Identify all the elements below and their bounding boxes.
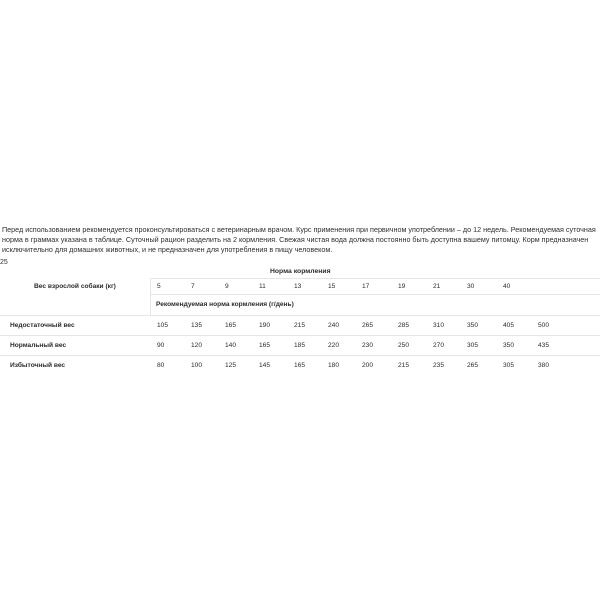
table-cell: 350: [467, 322, 479, 329]
feeding-table: [0, 265, 600, 377]
table-cell: 305: [503, 362, 515, 369]
row-label: Недостаточный вес: [10, 322, 75, 329]
header-divider: [150, 278, 151, 315]
table-cell: 230: [362, 342, 374, 349]
table-cell: 265: [362, 322, 374, 329]
weight-cell: 9: [225, 283, 229, 290]
weights-rule: [150, 294, 600, 295]
table-cell: 250: [398, 342, 410, 349]
weight-cell: 15: [328, 283, 336, 290]
table-cell: 140: [225, 342, 237, 349]
header-rule: [150, 278, 600, 279]
table-cell: 120: [191, 342, 203, 349]
table-cell: 220: [328, 342, 340, 349]
row-label: Избыточный вес: [10, 362, 66, 369]
row-rule: [0, 355, 600, 356]
table-cell: 185: [294, 342, 306, 349]
table-cell: 405: [503, 322, 515, 329]
table-cell: 310: [433, 322, 445, 329]
table-cell: 215: [294, 322, 306, 329]
table-cell: 125: [225, 362, 237, 369]
table-cell: 285: [398, 322, 410, 329]
weight-cell: 30: [467, 283, 475, 290]
weight-cell: 19: [398, 283, 406, 290]
table-cell: 165: [259, 342, 271, 349]
stray-number: 25: [0, 259, 8, 266]
weight-header: Вес взрослой собаки (кг): [34, 283, 116, 290]
table-title: Норма кормления: [270, 268, 331, 275]
table-cell: 500: [538, 322, 550, 329]
weight-cell: 21: [433, 283, 441, 290]
table-cell: 270: [433, 342, 445, 349]
table-cell: 265: [467, 362, 479, 369]
weight-cell: 5: [157, 283, 161, 290]
intro-paragraph: Перед использованием рекомендуется проконсультироваться с ветеринарным врачом. Курс применения при первичном употреблении – до 12 недель. Рекомендуемая суточная норма в граммах указана в таблице. Суточный рацион разделить на 2 кормления. Свежая чистая вода должна постоянно быть доступна вашему питомцу. Корм предназначен исключительно для домашних животных, и не предназначен для употребления в пищу человеком.: [2, 225, 596, 254]
weight-cell: 40: [503, 283, 511, 290]
table-cell: 90: [157, 342, 165, 349]
table-cell: 105: [157, 322, 169, 329]
table-cell: 305: [467, 342, 479, 349]
row-label: Нормальный вес: [10, 342, 67, 349]
table-cell: 165: [294, 362, 306, 369]
weight-cell: 17: [362, 283, 370, 290]
table-cell: 190: [259, 322, 271, 329]
table-cell: 180: [328, 362, 340, 369]
row-rule: [0, 335, 600, 336]
table-cell: 135: [191, 322, 203, 329]
table-cell: 435: [538, 342, 550, 349]
row-rule: [0, 315, 600, 316]
table-cell: 165: [225, 322, 237, 329]
table-cell: 145: [259, 362, 271, 369]
table-cell: 215: [398, 362, 410, 369]
weight-cell: 11: [259, 283, 266, 290]
table-cell: 350: [503, 342, 515, 349]
recommendation-header: Рекомендуемая норма кормления (г/день): [156, 301, 294, 308]
table-cell: 100: [191, 362, 203, 369]
table-cell: 235: [433, 362, 445, 369]
table-cell: 240: [328, 322, 340, 329]
weight-cell: 13: [294, 283, 302, 290]
table-cell: 200: [362, 362, 374, 369]
table-cell: 380: [538, 362, 550, 369]
table-cell: 80: [157, 362, 165, 369]
weight-cell: 7: [191, 283, 195, 290]
